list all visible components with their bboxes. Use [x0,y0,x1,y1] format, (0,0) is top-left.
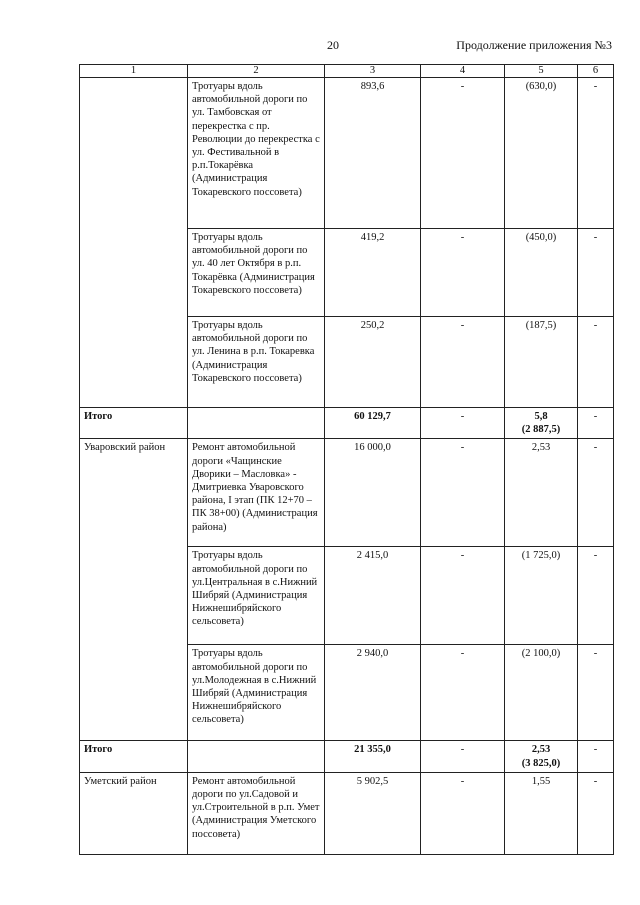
dash-cell: - [421,408,505,439]
budget-table [79,64,614,855]
value-cell: (1 725,0) [505,547,578,645]
value-cell: (2 100,0) [505,645,578,741]
dash-cell: - [421,547,505,645]
column-number: 4 [421,65,505,78]
description-cell: Тротуары вдоль автомобильной дороги по ул. Тамбовская от перекрестка с пр. Революции до перекрестка с ул. Фестивальной в р.п.Токарёвка (Администрация Токаревского поссовета) [188,78,325,229]
dash-cell: - [578,408,614,439]
total-row [80,408,614,439]
table-row [80,439,614,547]
column-number: 2 [188,65,325,78]
total-value-bracket: (3 825,0) [521,757,561,769]
value-cell: (450,0) [505,229,578,317]
table-row [80,78,614,229]
amount-cell: 16 000,0 [325,439,421,547]
amount-cell: 5 902,5 [325,772,421,854]
total-amount: 60 129,7 [325,408,421,439]
column-number: 6 [578,65,614,78]
total-row [80,741,614,772]
dash-cell: - [421,78,505,229]
empty-cell [188,408,325,439]
description-cell: Тротуары вдоль автомобильной дороги по ул. 40 лет Октября в р.п. Токарёвка (Администрация Токаревского поссовета) [188,229,325,317]
total-label: Итого [80,741,188,772]
dash-cell: - [421,317,505,408]
rayon-cell-empty [80,78,188,408]
dash-cell: - [421,439,505,547]
total-value-bracket: (2 887,5) [521,424,561,436]
description-cell: Тротуары вдоль автомобильной дороги по ул.Центральная в с.Нижний Шибряй (Администрация Нижнешибряйского сельсовета) [188,547,325,645]
dash-cell: - [421,741,505,772]
rayon-name: Уваровский район [80,439,188,741]
total-value-cell [505,408,578,439]
amount-cell: 419,2 [325,229,421,317]
dash-cell: - [578,645,614,741]
empty-cell [188,741,325,772]
amount-cell: 893,6 [325,78,421,229]
dash-cell: - [578,317,614,408]
value-cell: (187,5) [505,317,578,408]
value-cell: (630,0) [505,78,578,229]
total-value: 5,8 [534,411,548,422]
column-number: 5 [505,65,578,78]
description-cell: Ремонт автомобильной дороги «Чащинские Дворики – Масловка» - Дмитриевка Уваровского района, I этап (ПК 12+70 – ПК 38+00) (Администрация района) [188,439,325,547]
column-numbers-row [80,65,614,78]
value-cell: 2,53 [505,439,578,547]
amount-cell: 2 415,0 [325,547,421,645]
total-amount: 21 355,0 [325,741,421,772]
dash-cell: - [578,439,614,547]
total-value-cell [505,741,578,772]
dash-cell: - [578,741,614,772]
dash-cell: - [578,547,614,645]
page-number: 20 [327,38,339,52]
dash-cell: - [578,772,614,854]
continuation-note: Продолжение приложения №3 [456,38,612,52]
table-row [80,772,614,854]
dash-cell: - [578,78,614,229]
amount-cell: 250,2 [325,317,421,408]
amount-cell: 2 940,0 [325,645,421,741]
rayon-name: Уметский район [80,772,188,854]
value-cell: 1,55 [505,772,578,854]
dash-cell: - [421,772,505,854]
dash-cell: - [578,229,614,317]
total-value: 2,53 [531,744,551,756]
description-cell: Тротуары вдоль автомобильной дороги по ул.Молодежная в с.Нижний Шибряй (Администрация Нижнешибряйского сельсовета) [188,645,325,741]
dash-cell: - [421,645,505,741]
column-number: 3 [325,65,421,78]
description-cell: Тротуары вдоль автомобильной дороги по ул. Ленина в р.п. Токаревка (Администрация Токаревского поссовета) [188,317,325,408]
column-number: 1 [80,65,188,78]
total-label: Итого [80,408,188,439]
description-cell: Ремонт автомобильной дороги по ул.Садовой и ул.Строительной в р.п. Умет (Администрация Уметского поссовета) [188,772,325,854]
dash-cell: - [421,229,505,317]
